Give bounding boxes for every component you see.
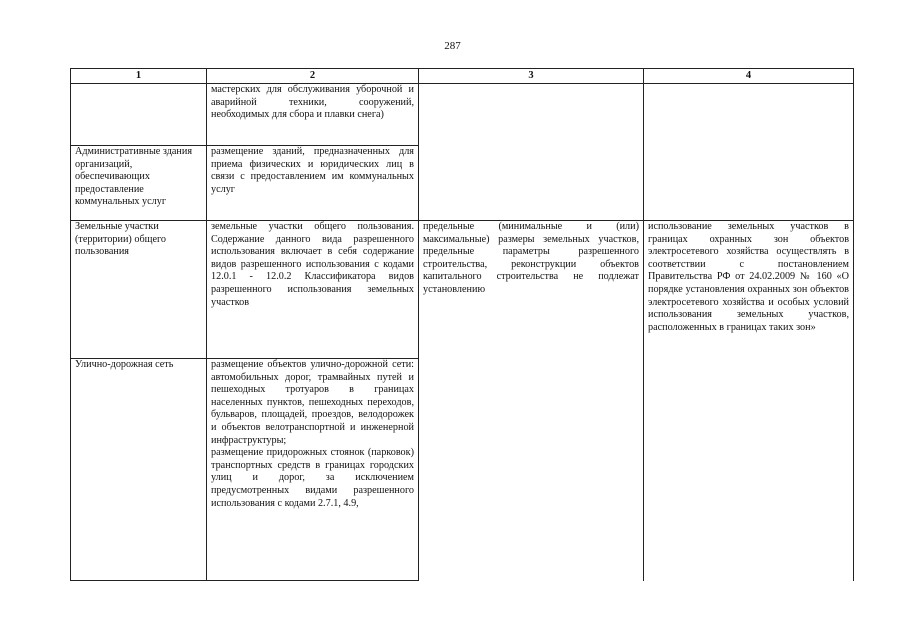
page-number: 287	[444, 40, 461, 52]
params-merged-cell: предельные (минимальные и (или) максимальные) размеры земельных участков, предельные параметры разрешенного строительства, реконструкции объектов капитального строительства не подлежат установлению	[419, 221, 644, 581]
header-col-4: 4	[644, 69, 854, 84]
table-row	[71, 221, 854, 359]
table-header-row	[71, 69, 854, 84]
header-col-1: 1	[71, 69, 207, 84]
row-3-use-name: Земельные участки (территории) общего пользования	[71, 221, 207, 359]
row-3-description: земельные участки общего пользования. Содержание данного вида разрешенного использования включает в себя содержание видов разрешенного использования с кодами 12.0.1 - 12.0.2 Классификатора видов разрешенного использования земельных участков	[207, 221, 419, 359]
row-2-description: размещение зданий, предназначенных для приема физических и юридических лиц в связи с предоставлением им коммунальных услуг	[207, 146, 419, 221]
row-1-params	[419, 84, 644, 221]
row-1-use-name	[71, 84, 207, 146]
zoning-table	[70, 68, 854, 581]
table-row	[71, 84, 854, 146]
row-4-description-part-1: размещение объектов улично-дорожной сети: автомобильных дорог, трамвайных путей и пешеходных тротуаров в границах населенных пунктов, пешеходных переходов, бульваров, площадей, проездов, велодорожек и объектов велотранспортной и инженерной инфраструктуры;	[211, 359, 414, 446]
row-2-use-name: Административные здания организаций, обеспечивающих предоставление коммунальных услуг	[71, 146, 207, 221]
header-col-3: 3	[419, 69, 644, 84]
row-4-use-name: Улично-дорожная сеть	[71, 359, 207, 581]
row-4-description-part-2: размещение придорожных стоянок (парковок) транспортных средств в границах городских улиц и дорог, за исключением предусмотренных видами разрешенного использования с кодами 2.7.1, 4.9,	[211, 447, 414, 509]
row-4-description	[207, 359, 419, 581]
restrictions-merged-cell: использование земельных участков в границах охранных зон объектов электросетевого хозяйства осуществлять в соответствии с постановлением Правительства РФ от 24.02.2009 № 160 «О порядке установления охранных зон объектов электросетевого хозяйства и особых условий использования земельных участков, расположенных в границах таких зон»	[644, 221, 854, 581]
header-col-2: 2	[207, 69, 419, 84]
row-1-restrictions	[644, 84, 854, 221]
row-1-description: мастерских для обслуживания уборочной и аварийной техники, сооружений, необходимых для сбора и плавки снега)	[207, 84, 419, 146]
